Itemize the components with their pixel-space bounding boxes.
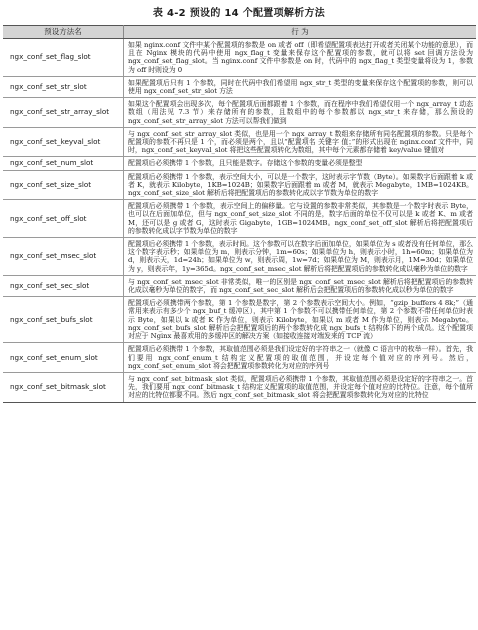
table-body: [3, 39, 476, 403]
method-name: ngx_conf_set_str_array_slot: [3, 98, 124, 128]
table-header-row: [3, 26, 476, 39]
method-behavior: 如果配置项后只有 1 个参数，同时在代码中我们希望用 ngx_str_t 类型的变量来保存这个配置项的参数，则可以使用 ngx_conf_set_str_slot 方法: [124, 76, 477, 97]
table-row: [3, 98, 476, 128]
method-behavior: 配置项后必须携带 1 个参数，且只能是数字。存储这个参数的变量必须是整型: [124, 157, 477, 170]
config-methods-table: [3, 25, 476, 403]
method-behavior: 与 ngx_conf_set_msec_slot 非常类似，唯一的区别是 ngx_conf_set_msec_slot 解析后将把配置项后的参数转化成以毫秒为单位的数字，而 ngx_conf_set_sec_slot 解析后会把配置项后的参数转化成以秒为单位的数字: [124, 275, 477, 296]
method-name: ngx_conf_set_bufs_slot: [3, 297, 124, 343]
table-title: 表 4-2 预设的 14 个配置项解析方法: [152, 8, 326, 19]
table-row: [3, 157, 476, 170]
method-name: ngx_conf_set_keyval_slot: [3, 127, 124, 157]
method-behavior: 如果 nginx.conf 文件中某个配置项的参数是 on 或者 off（即希望配置项表达打开或者关闭某个功能的意思），而且在 Nginx 模块的代码中使用 ngx_flag_t 变量来保存这个配置项的参数，就可以将 set 回调方法设为 ngx_conf_set_flag_slot。当 nginx.conf 文件中参数是 on 时，代码中的 ngx_flag_t 类型变量将设为 1，参数为 off 时则设为 0: [124, 39, 477, 77]
method-behavior: 与 ngx_conf_set_str_array_slot 类似，也是用一个 ngx_array_t 数组来存储所有同名配置项的参数。只是每个配置项的参数不再只是 1 个，而必须是两个，且以“配置项名 关键字 值；”的形式出现在 nginx.conf 文件中，同时，ngx_conf_set_keyval_slot 将把这些配置项转化为数组，其中每个元素都存储着 key/value 键值对: [124, 127, 477, 157]
table-row: [3, 170, 476, 200]
table-row: [3, 343, 476, 373]
table-row: [3, 200, 476, 238]
table-row: [3, 39, 476, 77]
method-name: ngx_conf_set_msec_slot: [3, 238, 124, 276]
method-name: ngx_conf_set_str_slot: [3, 76, 124, 97]
table-row: [3, 238, 476, 276]
table-row: [3, 275, 476, 296]
table-row: [3, 372, 476, 402]
method-name: ngx_conf_set_off_slot: [3, 200, 124, 238]
method-name: ngx_conf_set_size_slot: [3, 170, 124, 200]
method-name: ngx_conf_set_flag_slot: [3, 39, 124, 77]
table-row: [3, 127, 476, 157]
method-behavior: 配置项后必须携带 1 个参数，表示空间上的偏移量。它与设置的参数非常类似，其参数是一个数字时表示 Byte，也可以在后面加单位，但与 ngx_conf_set_size_slot 不同的是，数字后面的单位不仅可以是 k 或者 K、m 或者 M，还可以是 g 或者 G，这时表示 Gigabyte，1GB=1024MB。ngx_conf_set_off_slot 解析后将把配置项后的参数转化成以字节数为单位的数字: [124, 200, 477, 238]
method-behavior: 配置项后必须携带 1 个参数，表示时间。这个参数可以在数字后面加单位，如果单位为 s 或者没有任何单位，那么这个数字表示秒；如果单位为 m，则表示分钟，1m=60s；如果单位为 h，则表示小时，1h=60m；如果单位为 d，则表示天，1d=24h；如果单位为 w，则表示周，1w=7d；如果单位为 M，则表示月，1M=30d；如果单位为 y，则表示年，1y=365d。ngx_conf_set_msec_slot 解析后将把配置项后的参数转化成以毫秒为单位的数字: [124, 238, 477, 276]
method-behavior: 配置项后必须携带 1 个参数，其取值范围必须是我们设定好的字符串之一（就像 C 语言中的枚举一样）。首先，我们要用 ngx_conf_enum_t 结构定义配置项的取值范围，并设定每个值对应的序列号。然后，ngx_conf_set_enum_slot 将会把配置项参数转化为对应的序列号: [124, 343, 477, 373]
header-behavior: 行 为: [124, 26, 477, 39]
method-behavior: 配置项后必须携带两个参数，第 1 个参数是数字，第 2 个参数表示空间大小。例如，“gzip_buffers 4 8k;”（通常用来表示有多少个 ngx_buf_t 缓冲区），其中第 1 个参数不可以携带任何单位，第 2 个参数不带任何单位时表示 Byte，如果以 k 或者 K 作为单位，则表示 Kilobyte，如果以 m 或者 M 作为单位，则表示 Megabyte。ngx_conf_set_bufs_slot 解析后会把配置项后的两个参数转化成 ngx_bufs_t 结构体下的两个成员。这个配置项对应于 Nginx 最喜欢用的多缓冲区的解决方案（如接收连接对端发来的 TCP 流）: [124, 297, 477, 343]
method-behavior: 配置项后必须携带 1 个参数，表示空间大小，可以是一个数字，这时表示字节数（Byte）。如果数字后面跟着 k 或者 K，就表示 Kilobyte，1KB=1024B；如果数字后面跟着 m 或者 M，就表示 Megabyte，1MB=1024KB。ngx_conf_set_size_slot 解析后将把配置项后的参数转化成以字节数为单位的数字: [124, 170, 477, 200]
table-row: [3, 76, 476, 97]
method-name: ngx_conf_set_num_slot: [3, 157, 124, 170]
method-behavior: 如果这个配置项会出现多次，每个配置项后面都跟着 1 个参数，而在程序中我们希望仅用一个 ngx_array_t 动态数组（用法见 7.3 节）来存储所有的参数，且数组中的每个参数都以 ngx_str_t 来存储，那么预设的 ngx_conf_set_str_array_slot 方法可以帮我们做到: [124, 98, 477, 128]
method-name: ngx_conf_set_bitmask_slot: [3, 372, 124, 402]
header-method-name: 预设方法名: [3, 26, 124, 39]
table-row: [3, 297, 476, 343]
method-name: ngx_conf_set_enum_slot: [3, 343, 124, 373]
method-name: ngx_conf_set_sec_slot: [3, 275, 124, 296]
method-behavior: 与 ngx_conf_set_bitmask_slot 类似，配置项后必须携带 1 个参数，其取值范围必须是设定好的字符串之一。首先，我们要用 ngx_conf_bitmask_t 结构定义配置项的取值范围，并设定每个值对应的比特位。注意，每个值所对应的比特位都要不同。然后 ngx_conf_set_bitmask_slot 将会把配置项参数转化为对应的比特位: [124, 372, 477, 402]
